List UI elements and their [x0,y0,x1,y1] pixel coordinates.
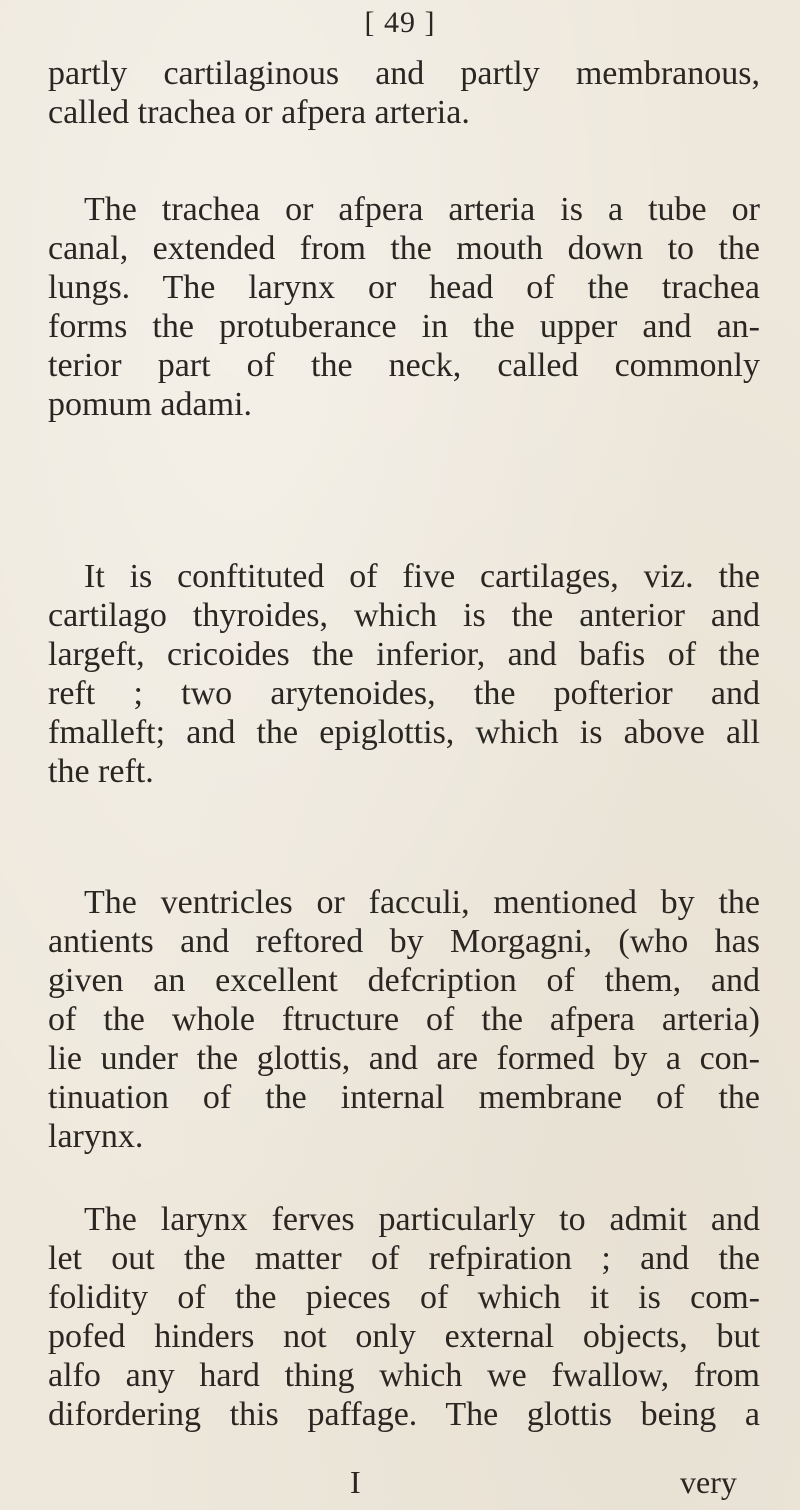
paragraph-5 [48,1200,760,1434]
text-line: difordering this paffage. The glottis being a [48,1396,760,1433]
text-line: The larynx ferves particularly to admit and [84,1201,760,1238]
text-line: cartilago thyroides, which is the anterior and [48,597,760,634]
paragraph-2 [48,190,760,424]
text-line: fmalleft; and the epiglottis, which is above all [48,714,760,751]
text-line: given an excellent defcription of them, and [48,962,760,999]
text-line: reft ; two arytenoides, the pofterior and [48,675,760,712]
text-line: alfo any hard thing which we fwallow, from [48,1357,760,1394]
text-line: The trachea or afpera arteria is a tube or [84,191,760,228]
text-line: the reft. [48,753,154,790]
text-line: larynx. [48,1118,144,1155]
signature-mark: I [350,1464,361,1500]
page-number: [ 49 ] [364,6,436,39]
text-line: let out the matter of refpiration ; and the [48,1240,760,1277]
text-line: folidity of the pieces of which it is com- [48,1279,760,1316]
text-line: largeft, cricoides the inferior, and bafis of the [48,636,760,673]
text-line: lungs. The larynx or head of the trachea [48,269,760,306]
text-line: pomum adami. [48,386,252,423]
text-line: called trachea or afpera arteria. [48,94,470,131]
paragraph-3 [48,557,760,791]
text-line: It is conftituted of five cartilages, viz. the [84,558,760,595]
text-line: lie under the glottis, and are formed by a con- [48,1040,760,1077]
text-line: terior part of the neck, called commonly [48,347,760,384]
paragraph-4 [48,883,760,1156]
text-line: antients and reftored by Morgagni, (who has [48,923,760,960]
text-line: The ventricles or facculi, mentioned by the [84,884,760,921]
text-line: pofed hinders not only external objects, but [48,1318,760,1355]
text-line: forms the protuberance in the upper and an- [48,308,760,345]
text-line: tinuation of the internal membrane of the [48,1079,760,1116]
catchword: very [680,1464,737,1500]
text-line: of the whole ftructure of the afpera arteria) [48,1001,760,1038]
text-line: canal, extended from the mouth down to the [48,230,760,267]
paragraph-1 [48,54,760,132]
text-line: partly cartilaginous and partly membranous, [48,55,760,92]
page-footer [0,1464,800,1504]
